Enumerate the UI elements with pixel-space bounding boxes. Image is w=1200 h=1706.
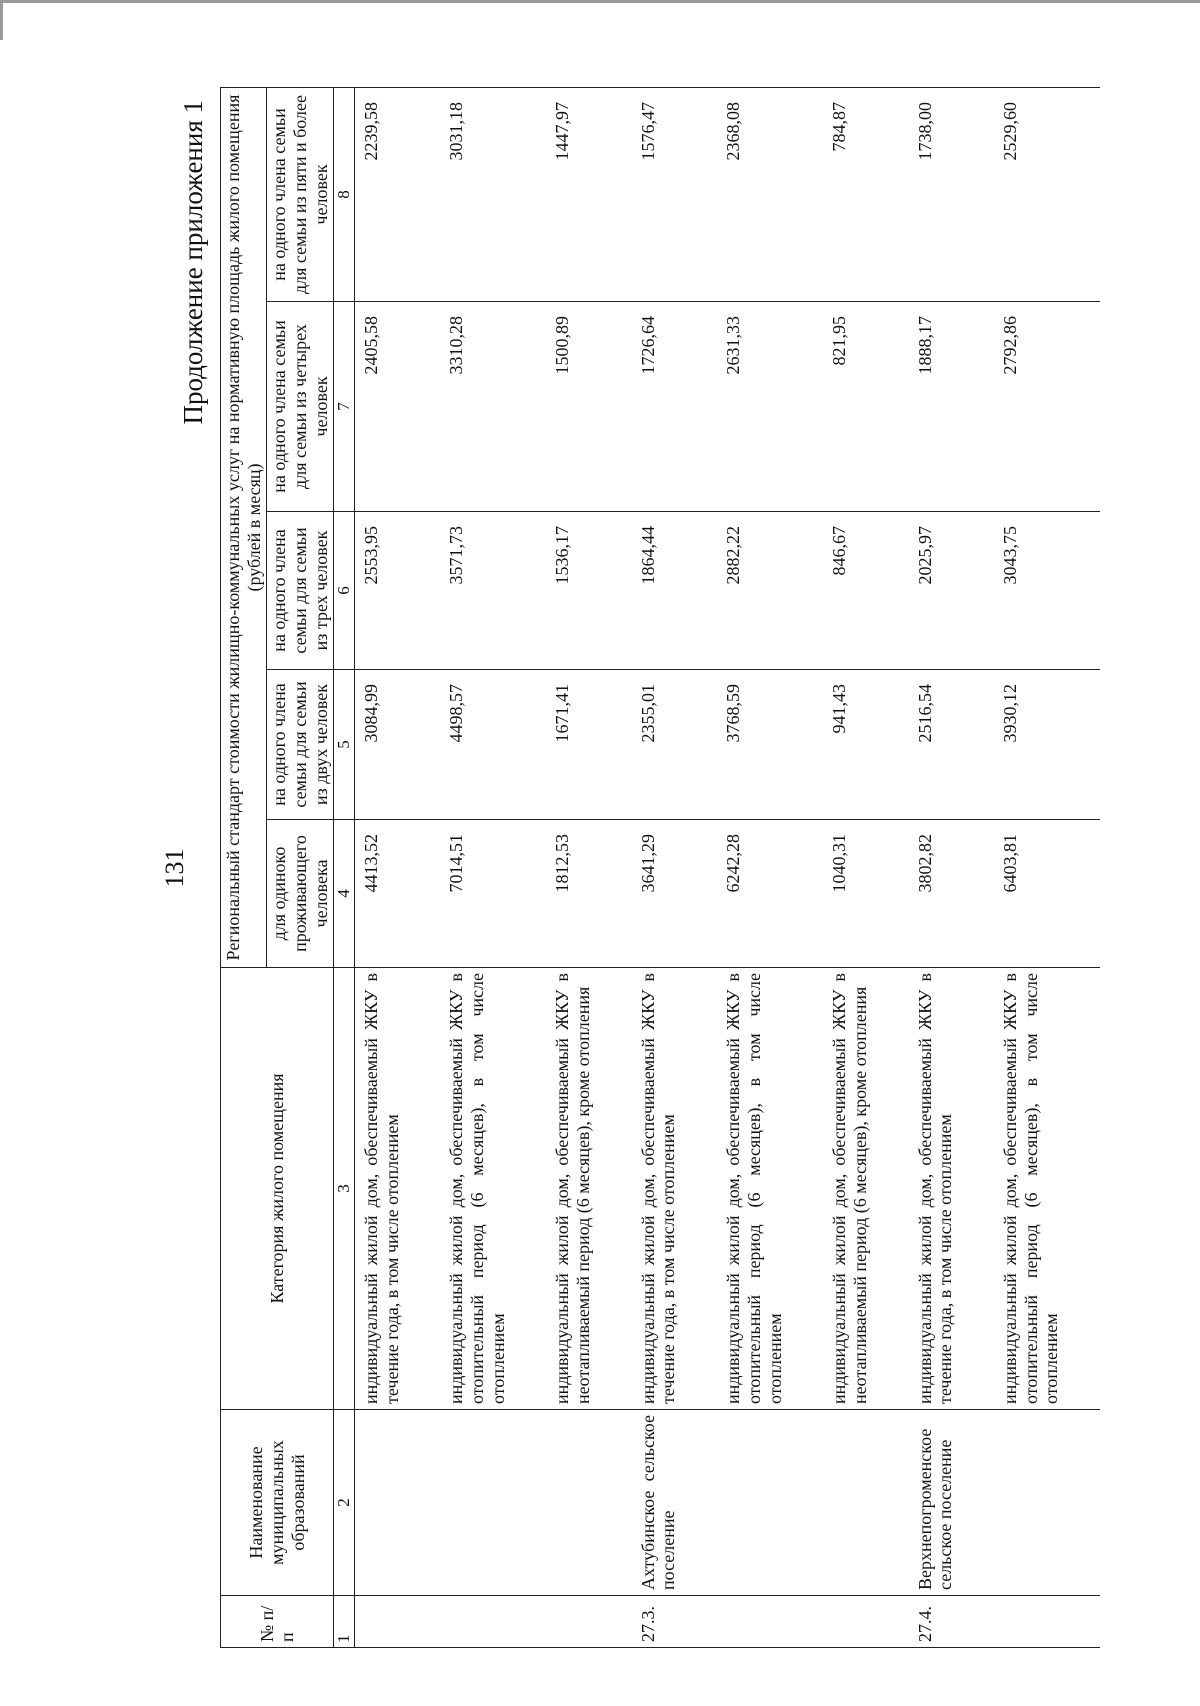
page-number: 131: [160, 848, 189, 888]
header-single-person: для одиноко проживающего человека: [267, 820, 334, 968]
value-family-five-plus: 1447,97: [546, 88, 631, 302]
column-number: 6: [334, 512, 355, 670]
value-family-three: 2553,95: [354, 512, 440, 670]
column-number: 7: [334, 302, 355, 512]
value-family-three: 846,67: [823, 512, 908, 670]
table-row: [717, 88, 823, 1648]
row-number: [440, 1596, 546, 1648]
municipality-name: Верхнепогроменское сельское поселение: [909, 1410, 994, 1596]
column-number: 1: [334, 1596, 355, 1648]
header-family-five-plus: на одного члена семьи для семьи из пяти и более человек: [267, 88, 334, 302]
value-single: 1040,31: [823, 820, 908, 968]
row-number: [994, 1596, 1100, 1648]
housing-cost-table: [220, 87, 1100, 1648]
value-family-five-plus: 1576,47: [632, 88, 717, 302]
table-row: [909, 88, 994, 1648]
value-family-three: 1536,17: [546, 512, 631, 670]
table-row: [994, 88, 1100, 1648]
value-family-three: 3571,73: [440, 512, 546, 670]
header-family-four: на одного члена семьи для семьи из четырех человек: [267, 302, 334, 512]
housing-category: индивидуальный жилой дом, обеспечиваемый ЖКУ в течение года, в том числе отоплением: [354, 968, 440, 1410]
value-single: 3641,29: [632, 820, 717, 968]
header-row-top: [221, 88, 267, 1648]
row-number: [546, 1596, 631, 1648]
header-regional-standard: Региональный стандарт стоимости жилищно-коммунальных услуг на нормативную площадь жилого помещения (рублей в месяц): [221, 88, 267, 968]
header-family-three: на одного члена семьи для семьи из трех человек: [267, 512, 334, 670]
municipality-name: Ахтубинское сельское поселение: [632, 1410, 717, 1596]
column-number: 4: [334, 820, 355, 968]
value-family-four: 3310,28: [440, 302, 546, 512]
value-family-five-plus: 2368,08: [717, 88, 823, 302]
municipality-name: [546, 1410, 631, 1596]
table-row: [354, 88, 440, 1648]
table-row: [440, 88, 546, 1648]
value-family-four: 1888,17: [909, 302, 994, 512]
value-family-three: 1864,44: [632, 512, 717, 670]
municipality-name: [717, 1410, 823, 1596]
housing-category: индивидуальный жилой дом, обеспечиваемый ЖКУ в отопительный период (6 месяцев), в том числе отоплением: [994, 968, 1100, 1410]
column-number: 3: [334, 968, 355, 1410]
value-family-two: 941,43: [823, 670, 908, 820]
scan-left-edge: [0, 0, 3, 40]
housing-category: индивидуальный жилой дом, обеспечиваемый ЖКУ в неотапливаемый период (6 месяцев), кроме отопления: [823, 968, 908, 1410]
value-family-two: 2355,01: [632, 670, 717, 820]
header-municipality: Наименование муниципальных образований: [221, 1410, 334, 1596]
value-single: 1812,53: [546, 820, 631, 968]
value-family-five-plus: 2529,60: [994, 88, 1100, 302]
value-family-five-plus: 1738,00: [909, 88, 994, 302]
column-number: 8: [334, 88, 355, 302]
value-family-two: 3930,12: [994, 670, 1100, 820]
document-page: [140, 88, 1150, 1648]
value-family-three: 2025,97: [909, 512, 994, 670]
header-category: Категория жилого помещения: [221, 968, 334, 1410]
scan-top-edge: [0, 0, 1200, 3]
value-family-four: 1726,64: [632, 302, 717, 512]
housing-category: индивидуальный жилой дом, обеспечиваемый ЖКУ в течение года, в том числе отоплением: [909, 968, 994, 1410]
value-family-four: 2631,33: [717, 302, 823, 512]
value-family-five-plus: 2239,58: [354, 88, 440, 302]
housing-category: индивидуальный жилой дом, обеспечиваемый ЖКУ в отопительный период (6 месяцев), в том числе отоплением: [440, 968, 546, 1410]
value-family-five-plus: 3031,18: [440, 88, 546, 302]
municipality-name: [994, 1410, 1100, 1596]
row-number: [354, 1596, 440, 1648]
housing-category: индивидуальный жилой дом, обеспечиваемый ЖКУ в отопительный период (6 месяцев), в том числе отоплением: [717, 968, 823, 1410]
column-number: 2: [334, 1410, 355, 1596]
value-single: 3802,82: [909, 820, 994, 968]
value-single: 7014,51: [440, 820, 546, 968]
municipality-name: [354, 1410, 440, 1596]
header-number: № п/п: [221, 1596, 334, 1648]
municipality-name: [823, 1410, 908, 1596]
value-family-two: 3084,99: [354, 670, 440, 820]
value-single: 6403,81: [994, 820, 1100, 968]
value-family-two: 1671,41: [546, 670, 631, 820]
housing-category: индивидуальный жилой дом, обеспечиваемый ЖКУ в течение года, в том числе отоплением: [632, 968, 717, 1410]
housing-category: индивидуальный жилой дом, обеспечиваемый ЖКУ в неотапливаемый период (6 месяцев), кроме отопления: [546, 968, 631, 1410]
header-family-two: на одного члена семьи для семьи из двух человек: [267, 670, 334, 820]
value-family-four: 2792,86: [994, 302, 1100, 512]
continuation-label: Продолжение приложения 1: [178, 100, 208, 425]
row-number: [823, 1596, 908, 1648]
column-number: 5: [334, 670, 355, 820]
row-number: [717, 1596, 823, 1648]
value-family-four: 1500,89: [546, 302, 631, 512]
value-family-two: 2516,54: [909, 670, 994, 820]
value-single: 6242,28: [717, 820, 823, 968]
column-number-row: [334, 88, 355, 1648]
value-family-five-plus: 784,87: [823, 88, 908, 302]
value-family-four: 821,95: [823, 302, 908, 512]
value-family-four: 2405,58: [354, 302, 440, 512]
table-row: [823, 88, 908, 1648]
table-row: [546, 88, 631, 1648]
value-family-three: 3043,75: [994, 512, 1100, 670]
value-family-three: 2882,22: [717, 512, 823, 670]
value-family-two: 4498,57: [440, 670, 546, 820]
value-family-two: 3768,59: [717, 670, 823, 820]
table-row: [632, 88, 717, 1648]
row-number: 27.4.: [909, 1596, 994, 1648]
row-number: 27.3.: [632, 1596, 717, 1648]
value-single: 4413,52: [354, 820, 440, 968]
municipality-name: [440, 1410, 546, 1596]
